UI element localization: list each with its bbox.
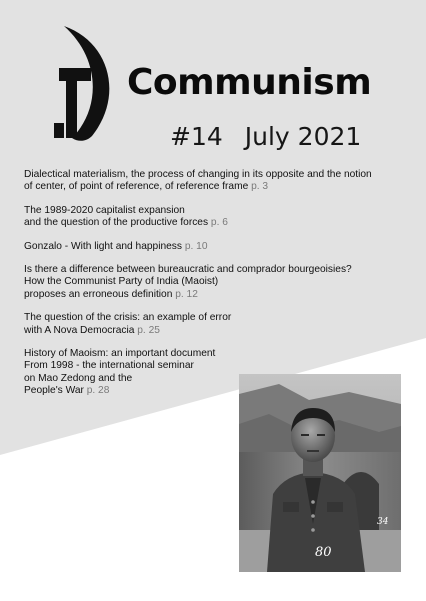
toc-line-text: People's War (24, 385, 84, 397)
toc-page-ref: p. 6 (210, 217, 228, 229)
toc-entry (24, 312, 420, 337)
toc-line-text: and the question of the productive forces (24, 217, 209, 229)
toc-line-text: Gonzalo - With light and happiness (24, 240, 182, 252)
issue-date: July 2021 (244, 122, 362, 151)
toc-entry (24, 241, 420, 253)
hammer-and-sickle-icon (52, 26, 118, 142)
portrait-photo (239, 374, 401, 572)
photo-handwritten-mark: 34 (377, 517, 389, 527)
toc-line-text: with A Nova Democracia (24, 324, 135, 336)
toc-line: The question of the crisis: an example of error (24, 312, 232, 324)
toc-page-ref: p. 3 (251, 181, 269, 193)
toc-line: on Mao Zedong and the (24, 372, 133, 384)
toc-line: The 1989-2020 capitalist expansion (24, 204, 185, 216)
toc-page-ref: p. 28 (86, 385, 110, 397)
toc-line: Is there a difference between bureaucratic and comprador bourgeoisies? (24, 264, 352, 276)
magazine-title: Communism (127, 62, 372, 103)
toc-line: How the Communist Party of India (Maoist) (24, 276, 219, 288)
toc-entry (24, 264, 420, 301)
toc-entry (24, 205, 420, 230)
table-of-contents (24, 169, 420, 409)
toc-line-last (24, 181, 420, 193)
toc-page-ref: p. 12 (175, 288, 198, 300)
issue-info (170, 124, 361, 149)
toc-entry (24, 169, 420, 194)
toc-line-last (24, 289, 420, 301)
toc-page-ref: p. 25 (137, 324, 160, 336)
toc-line-text: proposes an erroneous definition (24, 288, 173, 300)
photo-handwritten-mark: 80 (315, 545, 332, 560)
toc-line: Dialectical materialism, the process of changing in its opposite and the notion (24, 169, 372, 180)
toc-line: History of Maoism: an important document (24, 348, 216, 360)
toc-line-last (24, 217, 420, 229)
toc-line-last (24, 325, 420, 337)
toc-line: From 1998 - the international seminar (24, 360, 194, 372)
toc-line-last (24, 241, 420, 253)
toc-line-text: of center, of point of reference, of reference frame (24, 181, 249, 193)
issue-number: #14 (170, 122, 223, 151)
toc-page-ref: p. 10 (184, 240, 208, 252)
